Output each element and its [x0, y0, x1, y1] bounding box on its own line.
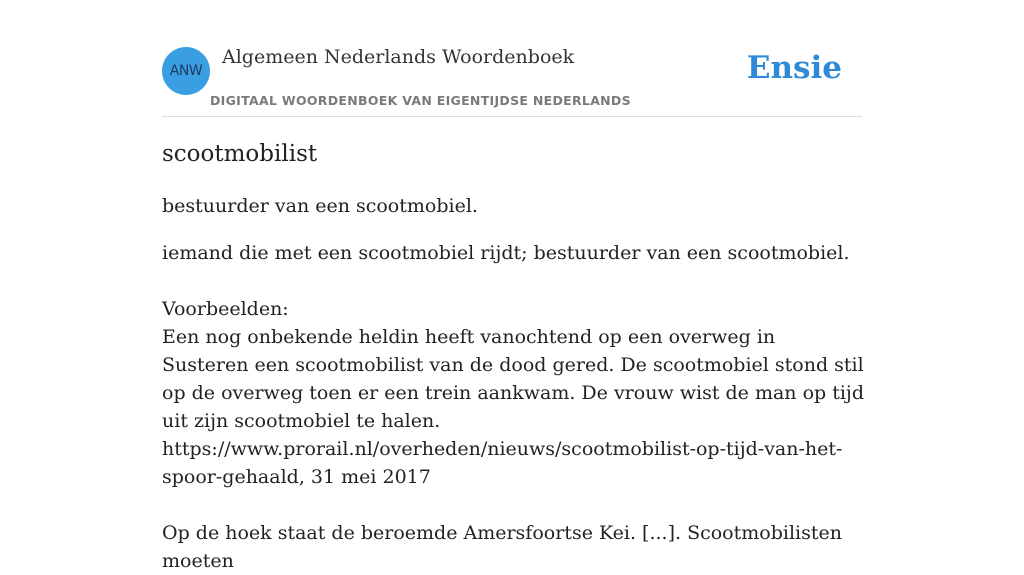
headword: scootmobilist — [162, 141, 318, 167]
long-definition: iemand die met een scootmobiel rijdt; bestuurder van een scootmobiel. — [162, 242, 850, 264]
entry-content — [162, 138, 867, 575]
spacer — [162, 267, 867, 295]
example-text: Op de hoek staat de beroemde Amersfoortse Kei. [...]. Scootmobilisten moeten — [162, 522, 842, 572]
anw-logo[interactable] — [162, 47, 210, 95]
spacer — [162, 491, 867, 519]
site-title[interactable]: Algemeen Nederlands Woordenboek — [222, 46, 575, 68]
ensie-brand-logo[interactable]: Ensie — [746, 50, 842, 86]
site-header — [162, 0, 862, 117]
short-definition: bestuurder van een scootmobiel. — [162, 195, 478, 217]
example-text: Een nog onbekende heldin heeft vanochtend op een overweg in Susteren een scootmobilist van de dood gered. De scootmobiel stond stil op de overweg toen er een trein aankwam. De vrouw wist de man op tijd uit zijn scootmobiel te halen. — [162, 326, 864, 432]
example-source: https://www.prorail.nl/overheden/nieuws/scootmobilist-op-tijd-van-het-spoor-gehaald, 31 mei 2017 — [162, 438, 843, 488]
site-subtitle: DIGITAAL WOORDENBOEK VAN EIGENTIJDSE NEDERLANDS — [210, 93, 631, 108]
logo-text: ANW — [169, 63, 203, 79]
examples-label: Voorbeelden: — [162, 298, 289, 320]
